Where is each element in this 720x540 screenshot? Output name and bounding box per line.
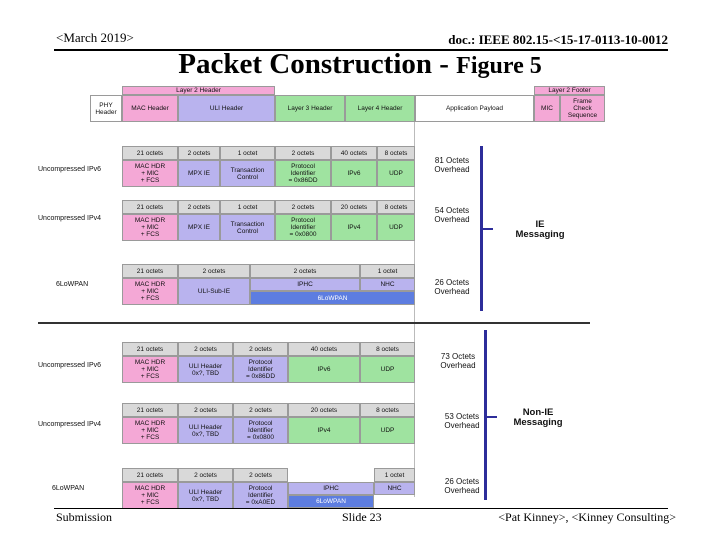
fcs-field: Frame Check Sequence	[560, 95, 605, 122]
uli-header: ULI Header	[178, 95, 275, 122]
uli-header-cell: ULI Header 0x?, TBD	[178, 356, 233, 383]
size-cell: 21 octets	[122, 403, 178, 417]
overhead-label: 73 Octets Overhead	[440, 352, 476, 370]
size-cell: 8 octets	[360, 342, 415, 356]
size-cell: 2 octets	[250, 264, 360, 278]
size-cell: 8 octets	[360, 403, 415, 417]
ip-cell: IPv6	[288, 356, 360, 383]
mac-hdr-cell: MAC HDR + MIC + FCS	[122, 214, 178, 241]
overhead-label: 26 Octets Overhead	[434, 278, 470, 296]
size-cell: 2 octets	[178, 468, 233, 482]
row-label-ie-6lowpan: 6LoWPAN	[56, 281, 89, 288]
section-separator	[38, 322, 590, 324]
mac-hdr-cell: MAC HDR + MIC + FCS	[122, 278, 178, 305]
mpx-ie-cell: MPX IE	[178, 214, 220, 241]
overhead-label: 26 Octets Overhead	[444, 477, 480, 495]
header-date: <March 2019>	[56, 30, 134, 45]
protocol-identifier-cell: Protocol Identifier = 0x0800	[233, 417, 288, 444]
ip-cell: IPv6	[331, 160, 377, 187]
application-payload: Application Payload	[415, 95, 534, 122]
mac-header: MAC Header	[122, 95, 178, 122]
6lowpan-cell: 6LoWPAN	[288, 495, 374, 508]
size-cell: 2 octets	[233, 342, 288, 356]
row-label-ie-ipv6: Uncompressed IPv6	[38, 166, 102, 173]
protocol-identifier-cell: Protocol Identifier = 0x0800	[275, 214, 331, 241]
overhead-label: 81 Octets Overhead	[434, 156, 470, 174]
size-cell: 8 octets	[377, 146, 415, 160]
mac-hdr-cell: MAC HDR + MIC + FCS	[122, 482, 178, 509]
size-cell: 2 octets	[178, 264, 250, 278]
mic-field: MIC	[534, 95, 560, 122]
size-cell: 20 octets	[288, 403, 360, 417]
phy-header: PHY Header	[90, 95, 122, 122]
protocol-identifier-cell: Protocol Identifier = 0x86DD	[233, 356, 288, 383]
iphc-cell: IPHC	[250, 278, 360, 291]
size-cell: 2 octets	[275, 200, 331, 214]
size-cell: 2 octets	[233, 403, 288, 417]
size-cell: 21 octets	[122, 146, 178, 160]
udp-cell: UDP	[360, 356, 415, 383]
size-cell: 20 octets	[331, 200, 377, 214]
layer2-header-bar: Layer 2 Header	[122, 86, 275, 95]
udp-cell: UDP	[377, 214, 415, 241]
nonie-bracket	[484, 330, 487, 500]
title-main: Packet Construction -	[178, 48, 449, 80]
size-cell: 1 octet	[220, 146, 275, 160]
row-label-nonie-ipv4: Uncompressed IPv4	[38, 421, 102, 428]
nonie-messaging-label: Non-IE Messaging	[513, 407, 563, 428]
footer-rule	[54, 508, 668, 509]
layer4-header: Layer 4 Header	[345, 95, 415, 122]
ip-cell: IPv4	[288, 417, 360, 444]
mac-hdr-cell: MAC HDR + MIC + FCS	[122, 417, 178, 444]
ie-bracket-arrow	[483, 228, 493, 230]
protocol-identifier-cell: Protocol Identifier = 0xA0ED	[233, 482, 288, 509]
overhead-label: 53 Octets Overhead	[444, 412, 480, 430]
layer2-footer-bar: Layer 2 Footer	[534, 86, 605, 95]
ie-messaging-label: IE Messaging	[515, 219, 565, 240]
uli-sub-ie-cell: ULI-Sub-IE	[178, 278, 250, 305]
size-cell: 40 octets	[331, 146, 377, 160]
size-cell: 21 octets	[122, 264, 178, 278]
size-cell: 1 octet	[360, 264, 415, 278]
size-cell: 21 octets	[122, 200, 178, 214]
row-label-nonie-ipv6: Uncompressed IPv6	[38, 362, 102, 369]
header-doc-id: doc.: IEEE 802.15-<15-17-0113-10-0012	[448, 32, 668, 47]
protocol-identifier-cell: Protocol Identifier = 0x86DD	[275, 160, 331, 187]
size-cell: 1 octet	[374, 468, 415, 482]
uli-header-cell: ULI Header 0x?, TBD	[178, 482, 233, 509]
size-cell: 40 octets	[288, 342, 360, 356]
size-cell: 8 octets	[377, 200, 415, 214]
layer3-header: Layer 3 Header	[275, 95, 345, 122]
udp-cell: UDP	[360, 417, 415, 444]
mac-hdr-cell: MAC HDR + MIC + FCS	[122, 160, 178, 187]
size-cell: 2 octets	[178, 342, 233, 356]
footer-slide-number: Slide 23	[342, 510, 382, 524]
nhc-cell: NHC	[360, 278, 415, 291]
uli-header-cell: ULI Header 0x?, TBD	[178, 417, 233, 444]
size-cell: 2 octets	[178, 403, 233, 417]
udp-cell: UDP	[377, 160, 415, 187]
transaction-control-cell: Transaction Control	[220, 160, 275, 187]
transaction-control-cell: Transaction Control	[220, 214, 275, 241]
iphc-cell: IPHC	[288, 482, 374, 495]
row-label-nonie-6lowpan: 6LoWPAN	[52, 485, 85, 492]
footer-author: <Pat Kinney>, <Kinney Consulting>	[498, 510, 676, 524]
6lowpan-cell: 6LoWPAN	[250, 291, 415, 305]
size-cell: 2 octets	[275, 146, 331, 160]
footer-submission: Submission	[56, 510, 113, 524]
ip-cell: IPv4	[331, 214, 377, 241]
size-cell: 2 octets	[178, 146, 220, 160]
size-cell: 21 octets	[122, 468, 178, 482]
size-cell: 1 octet	[220, 200, 275, 214]
nonie-bracket-arrow	[487, 416, 497, 418]
size-cell: 2 octets	[233, 468, 288, 482]
size-cell: 21 octets	[122, 342, 178, 356]
overhead-label: 54 Octets Overhead	[434, 206, 470, 224]
title-figure: Figure 5	[456, 53, 542, 79]
row-label-ie-ipv4: Uncompressed IPv4	[38, 215, 102, 222]
mac-hdr-cell: MAC HDR + MIC + FCS	[122, 356, 178, 383]
size-cell: 2 octets	[178, 200, 220, 214]
mpx-ie-cell: MPX IE	[178, 160, 220, 187]
nhc-cell: NHC	[374, 482, 415, 495]
